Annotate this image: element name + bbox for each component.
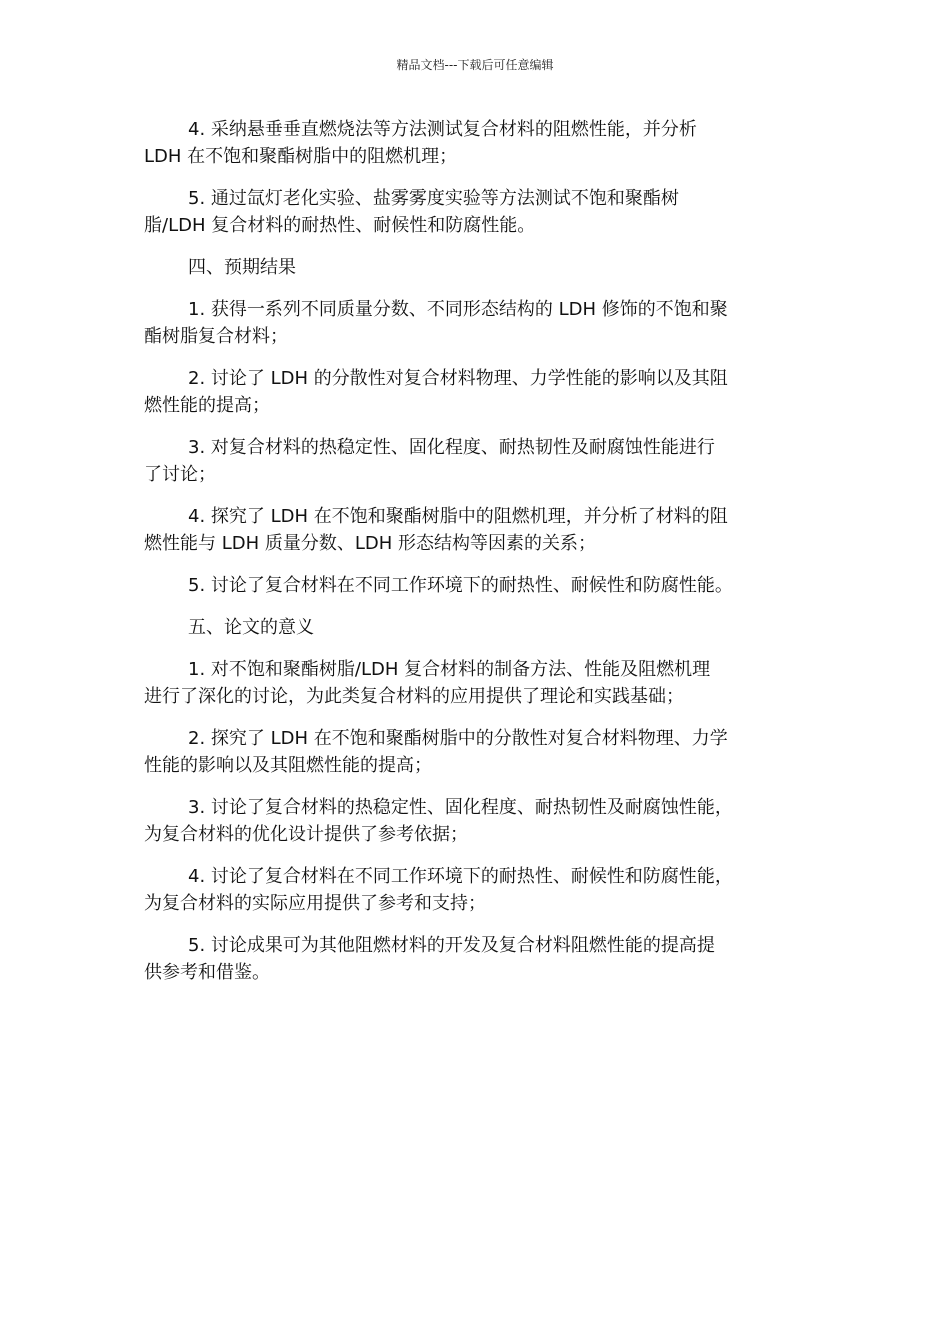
paragraph-line: 5. 讨论了复合材料在不同工作环境下的耐热性、耐候性和防腐性能。 [188, 575, 733, 596]
paragraph-line: 2. 讨论了 LDH 的分散性对复合材料物理、力学性能的影响以及其阻 [188, 368, 728, 389]
paragraph-line: 供参考和借鉴。 [144, 962, 270, 983]
paragraph-method-4 [144, 116, 808, 170]
paragraph-line: 4. 采纳悬垂垂直燃烧法等方法测试复合材料的阻燃性能，并分析 [188, 119, 697, 140]
paragraph-result-3 [144, 434, 808, 488]
paragraph-line: 4. 探究了 LDH 在不饱和聚酯树脂中的阻燃机理，并分析了材料的阻 [188, 506, 728, 527]
paragraph-line: 为复合材料的实际应用提供了参考和支持； [144, 893, 486, 914]
section-heading-significance [144, 614, 808, 641]
paragraph-significance-2 [144, 725, 808, 779]
paragraph-result-4 [144, 503, 808, 557]
paragraph-line: 1. 获得一系列不同质量分数、不同形态结构的 LDH 修饰的不饱和聚 [188, 299, 728, 320]
paragraph-line: 燃性能的提高； [144, 395, 270, 416]
paragraph-line: 酯树脂复合材料； [144, 326, 288, 347]
paragraph-result-2 [144, 365, 808, 419]
paragraph-line: 燃性能与 LDH 质量分数、LDH 形态结构等因素的关系； [144, 533, 597, 554]
paragraph-result-1 [144, 296, 808, 350]
paragraph-line: 3. 对复合材料的热稳定性、固化程度、耐热韧性及耐腐蚀性能进行 [188, 437, 715, 458]
paragraph-significance-4 [144, 863, 808, 917]
paragraph-significance-5 [144, 932, 808, 986]
paragraph-line: LDH 在不饱和聚酯树脂中的阻燃机理； [144, 146, 458, 167]
paragraph-method-5 [144, 185, 808, 239]
paragraph-line: 1. 对不饱和聚酯树脂/LDH 复合材料的制备方法、性能及阻燃机理 [188, 659, 711, 680]
paragraph-significance-1 [144, 656, 808, 710]
paragraph-line: 4. 讨论了复合材料在不同工作环境下的耐热性、耐候性和防腐性能， [188, 866, 733, 887]
paragraph-line: 进行了深化的讨论，为此类复合材料的应用提供了理论和实践基础； [144, 686, 684, 707]
paragraph-line: 了讨论； [144, 464, 216, 485]
paragraph-line: 5. 通过氙灯老化实验、盐雾雾度实验等方法测试不饱和聚酯树 [188, 188, 679, 209]
paragraph-line: 为复合材料的优化设计提供了参考依据； [144, 824, 468, 845]
paragraph-line: 3. 讨论了复合材料的热稳定性、固化程度、耐热韧性及耐腐蚀性能， [188, 797, 733, 818]
paragraph-line: 脂/LDH 复合材料的耐热性、耐候性和防腐性能。 [144, 215, 536, 236]
section-heading: 五、论文的意义 [188, 617, 314, 638]
document-body [144, 116, 808, 1001]
section-heading-expected-results [144, 254, 808, 281]
paragraph-line: 性能的影响以及其阻燃性能的提高； [144, 755, 432, 776]
paragraph-line: 2. 探究了 LDH 在不饱和聚酯树脂中的分散性对复合材料物理、力学 [188, 728, 728, 749]
paragraph-significance-3 [144, 794, 808, 848]
section-heading: 四、预期结果 [188, 257, 296, 278]
paragraph-line: 5. 讨论成果可为其他阻燃材料的开发及复合材料阻燃性能的提高提 [188, 935, 715, 956]
paragraph-result-5 [144, 572, 808, 599]
page-header: 精品文档---下载后可任意编辑 [396, 58, 554, 72]
